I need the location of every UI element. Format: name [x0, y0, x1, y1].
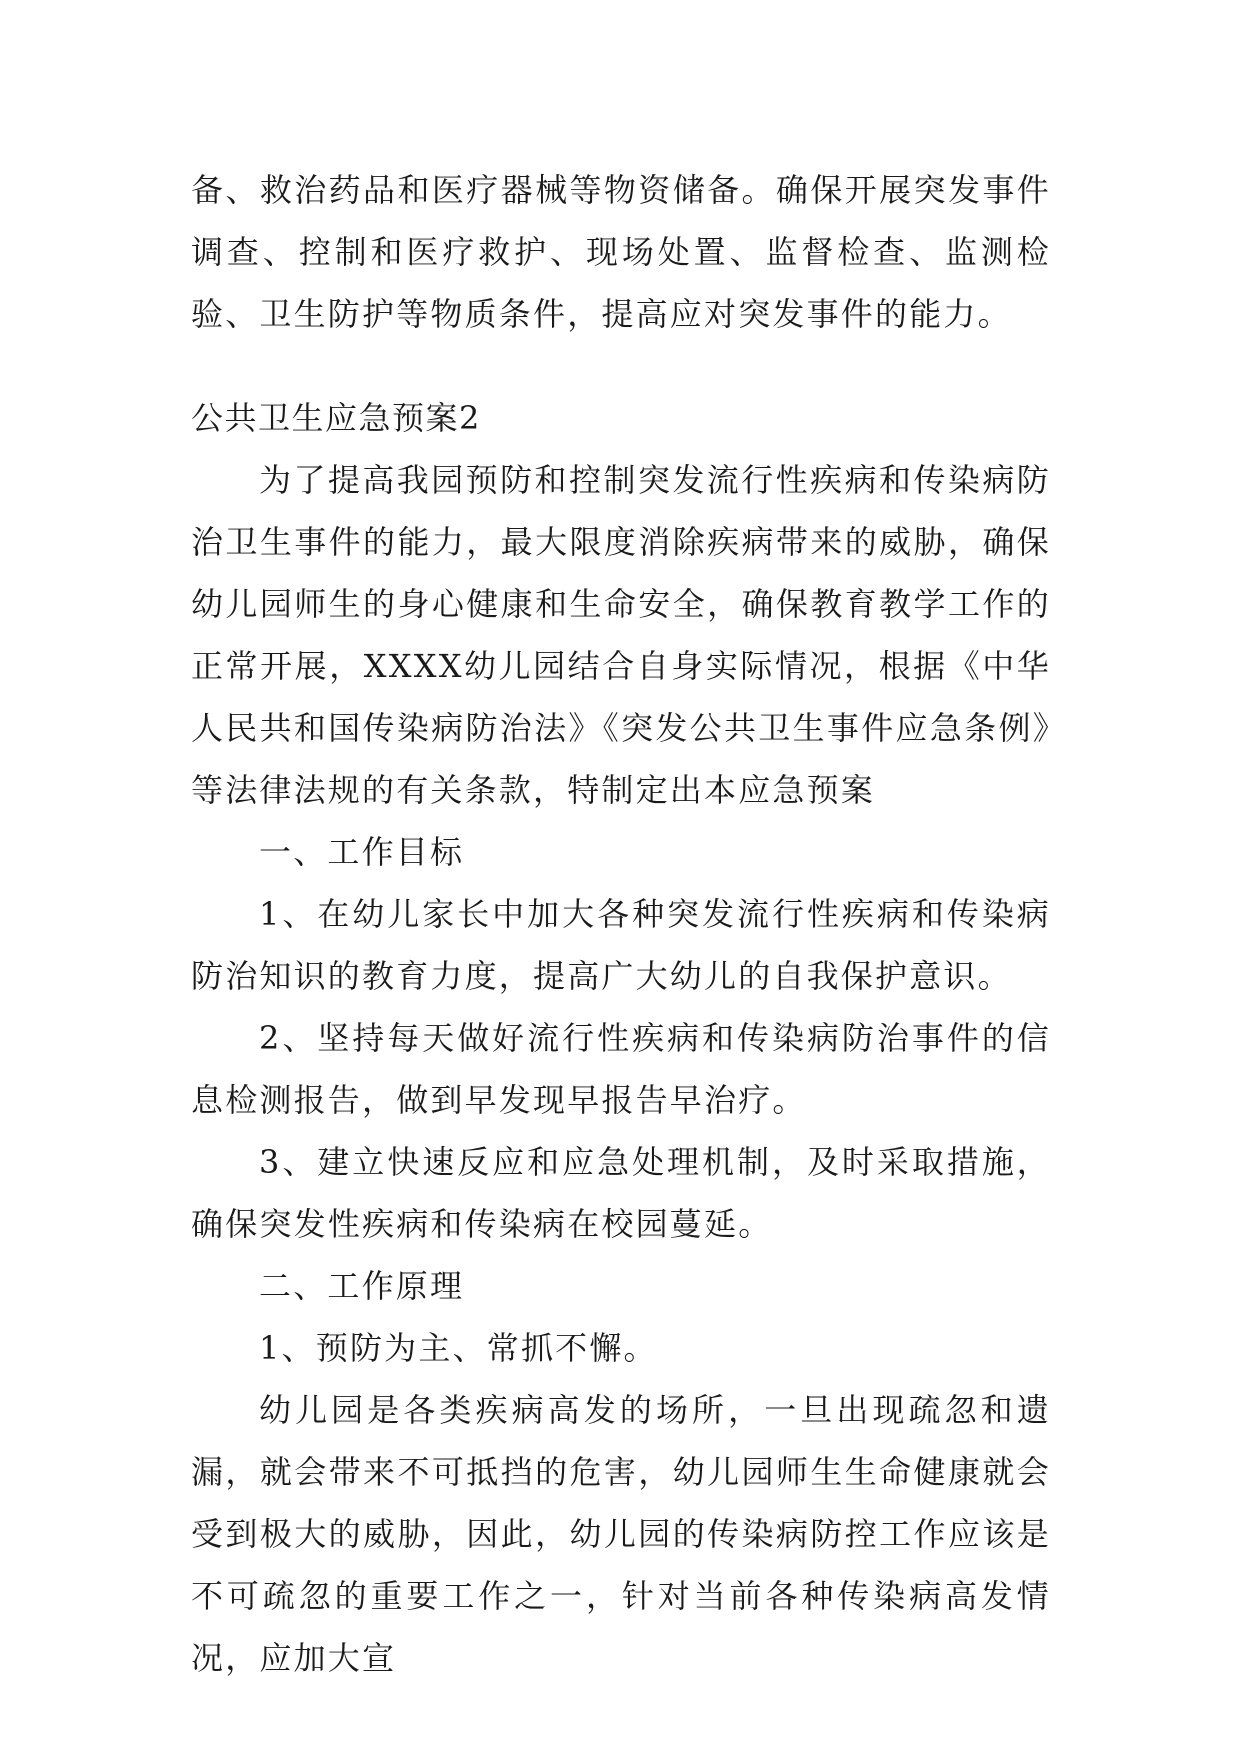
- paragraph-intro: 为了提高我园预防和控制突发流行性疾病和传染病防治卫生事件的能力，最大限度消除疾病带来的威胁，确保幼儿园师生的身心健康和生命安全，确保教育教学工作的正常开展，XXXX幼儿园结合自身实际情况，根据《中华人民共和国传染病防治法》《突发公共卫生事件应急条例》等法律法规的有关条款，特制定出本应急预案: [191, 461, 1051, 809]
- document-body: [191, 159, 1051, 1689]
- heading-work-goals: 一、工作目标: [259, 833, 465, 871]
- paragraph-principle-detail: 幼儿园是各类疾病高发的场所，一旦出现疏忽和遗漏，就会带来不可抵挡的危害，幼儿园师生生命健康就会受到极大的威胁，因此，幼儿园的传染病防控工作应该是不可疏忽的重要工作之一，针对当前各种传染病高发情况，应加大宣: [191, 1391, 1051, 1677]
- goal-item-2: 2、坚持每天做好流行性疾病和传染病防治事件的信息检测报告，做到早发现早报告早治疗。: [191, 1019, 1051, 1119]
- section-title: 公共卫生应急预案2: [191, 399, 481, 437]
- principle-item-1: 1、预防为主、常抓不懈。: [259, 1329, 658, 1367]
- goal-item-1: 1、在幼儿家长中加大各种突发流行性疾病和传染病防治知识的教育力度，提高广大幼儿的自我保护意识。: [191, 895, 1051, 995]
- goal-item-3: 3、建立快速反应和应急处理机制，及时采取措施，确保突发性疾病和传染病在校园蔓延。: [191, 1143, 1051, 1243]
- heading-work-principles: 二、工作原理: [259, 1267, 465, 1305]
- paragraph-continuation: 备、救治药品和医疗器械等物资储备。确保开展突发事件调查、控制和医疗救护、现场处置、监督检查、监测检验、卫生防护等物质条件，提高应对突发事件的能力。: [191, 171, 1051, 333]
